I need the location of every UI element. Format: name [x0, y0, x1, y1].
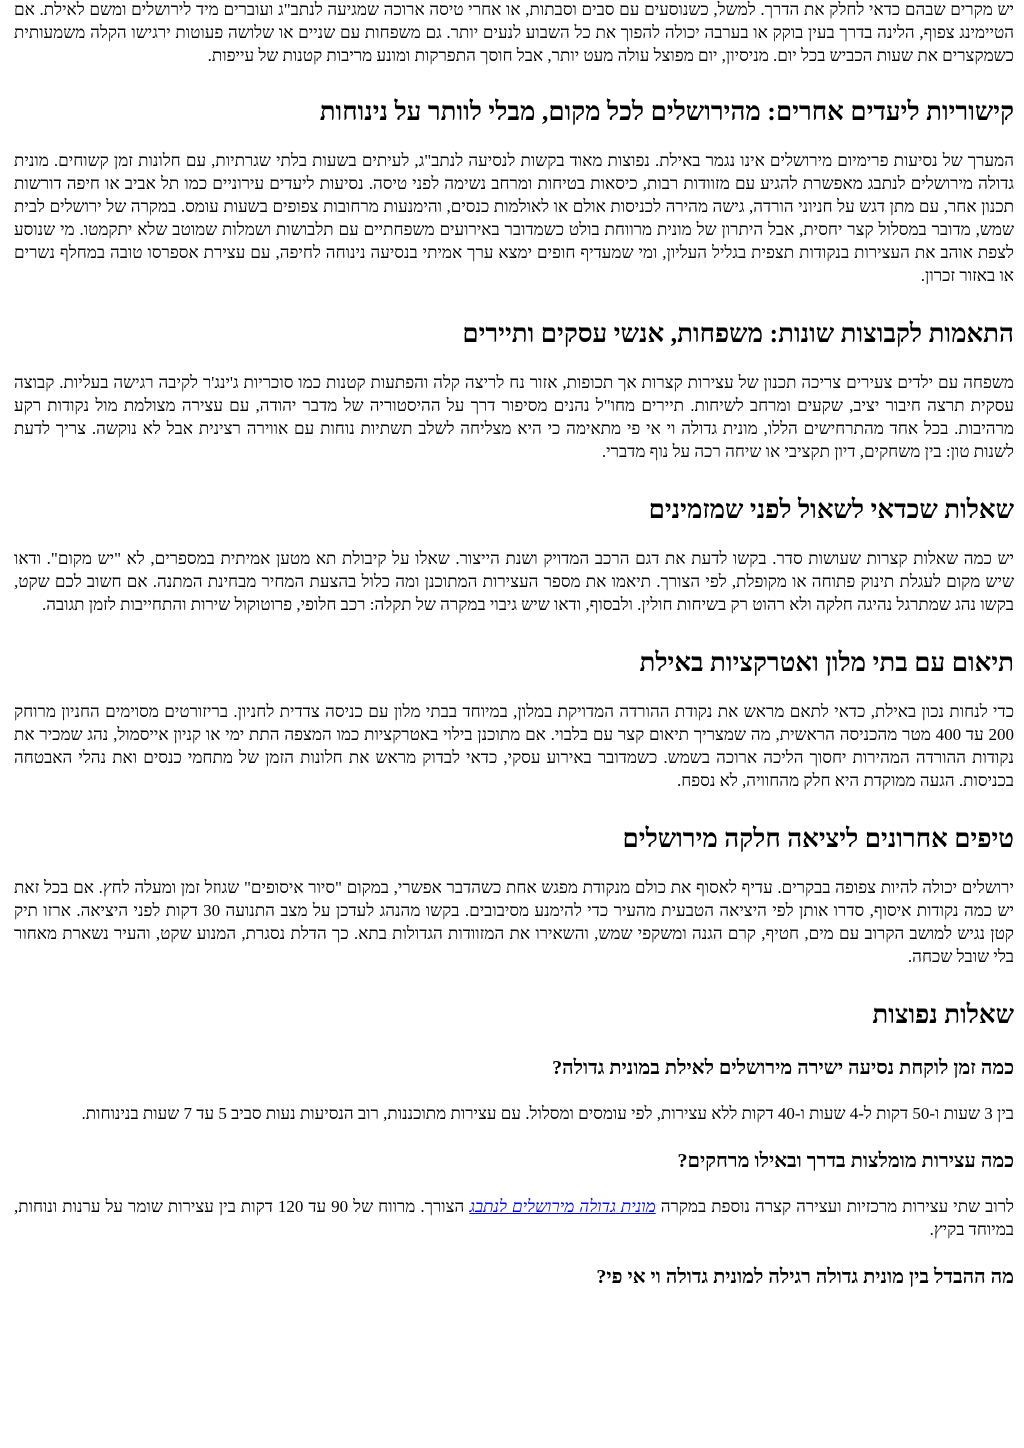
faq-question-1: כמה זמן לוקחת נסיעה ישירה מירושלים לאילת במונית גדולה?: [552, 1057, 1014, 1079]
paragraph-questions-before-booking: יש כמה שאלות קצרות שעושות סדר. בקשו לדעת את דגם הרכב המדויק ושנת הייצור. שאלו על קיבולת תא מטען אמיתית במספרים, לא "יש מקום". ודאו שיש מקום לעגלת תינוק פתוחה או מקופלת, לפי הצורך. תיאמו את מספר העצירות המתוכנן ומה כלול בהצעת המחיר מבחינת המתנה. אם חשוב לכם שקט, בקשו נהג שמתרגל נהיגה חלקה ולא רהוט רק בשיחות חולין. ולבסוף, ודאו שיש גיבוי במקרה של תקלה: רכב חלופי, פרוטוקול שירות והתחייבות לזמן תגובה.: [14, 549, 1014, 614]
faq-answer-2: [14, 1195, 1014, 1241]
faq-question-2: כמה עצירות מומלצות בדרך ובאילו מרחקים?: [677, 1150, 1014, 1172]
taxi-jerusalem-airport-link[interactable]: מונית גדולה מירושלים לנתבג: [469, 1197, 656, 1216]
faq-answer-2-text-before: לרוב שתי עצירות מרכזיות ועצירה קצרה נוספת במקרה: [655, 1197, 1015, 1216]
faq-question-3: מה ההבדל בין מונית גדולה רגילה למונית גדולה וי אי פי?: [596, 1266, 1014, 1288]
heading-connectivity: קישוריות ליעדים אחרים: מהירושלים לכל מקום, מבלי לוותר על נינוחות: [319, 97, 1014, 126]
heading-questions-before-booking: שאלות שכדאי לשאול לפני שמזמינים: [648, 495, 1014, 524]
heading-groups: התאמות לקבוצות שונות: משפחות, אנשי עסקים ותיירים: [462, 319, 1014, 348]
faq-answer-2-text-after: הצורך. מרווח של 90 עד 120 דקות בין עצירות שומר על ערנות ונוחות, במיוחד בקיץ.: [14, 1197, 1014, 1239]
paragraph-hotel-coordination: כדי לנחות נכון באילת, כדאי לתאם מראש את נקודת ההורדה המדויקת במלון, במיוחד בבתי מלון עם כניסה צדדית לחניון. בריזורטים מסוימים החניון מרוחק 200 עד 400 מטר מהכניסה הראשית, מה שמצריך תיאום קצר עם בלבוי. אם מתוכנן בילוי באטרקציות כמו המצפה התת ימי או קניון אייסמול, נהג שמכיר את נקודות ההורדה המהירות יחסוך הליכה ארוכה בשמש. כשמדובר באירוע עסקי, כדאי לבדוק מראש את חלונות הזמן של מתחמי כנסים ואת נהלי האבטחה בכניסות. הגעה ממוקדת היא חלק מהחוויה, לא נספח.: [14, 702, 1015, 790]
heading-hotel-coordination: תיאום עם בתי מלון ואטרקציות באילת: [639, 648, 1014, 677]
paragraph-connectivity: המערך של נסיעות פרימיום מירושלים אינו נגמר באילת. נפוצות מאוד בקשות לנסיעה לנתב"ג, לעיתים בשעות בלתי שגרתיות, עם חלונות זמן קשוחים. מונית גדולה מירושלים לנתבג מאפשרת להגיע עם מזוודות רבות, כיסאות בטיחות ומרחב נשימה לפני טיסה. נסיעות ליעדים עירוניים כמו תל אביב או חיפה דורשות תכנון אחר, עם מתן דגש על חניוני הורדה, גישה מהירה לכניסות אולם או לאולמות כנסים, והימנעות מרחובות צפופים בשעות עומס. במקרה של ירושלים לבית שמש, מדובר במסלול קצר יחסית, אבל היתרון של מונית מרווחת בולט כשמדובר באירועים משפחתיים עם תלבושות ושמלות שמוטב שלא יתקמטו. מי שנוסע לצפת אוהב את העצירות בנקודות תצפית בגליל העליון, ומי שמעדיף חופים ימצא ערך אמיתי בנסיעה נינוחה לחיפה, עם עצירת אספרסו טובה במחלף נשרים או באזור זכרון.: [14, 151, 1014, 285]
faq-answer-1: בין 3 שעות ו-50 דקות ל-4 שעות ו-40 דקות ללא עצירות, לפי עומסים ומסלול. עם עצירות מתוכננות, רוב הנסיעות נעות סביב 5 עד 7 שעות בנינוחות.: [81, 1104, 1014, 1123]
paragraph-final-tips: ירושלים יכולה להיות צפופה בבקרים. עדיף לאסוף את כולם מנקודת מפגש אחת כשהדבר אפשרי, במקום "סיור איסופים" שגוזל זמן ומעלה לחץ. אם בכל זאת יש כמה נקודות איסוף, סדרו אותן לפי היציאה הטבעית מהעיר כדי להימנע מסיבובים. בקשו מהנהג לעדכן על מצב התנועה 30 דקות לפני היציאה. ארזו תיק קטן נגיש למושב הקרוב עם מים, חטיף, קרם הגנה ומשקפי שמש, והשאירו את המזוודות הגדולות בתא. כך הדלת נסגרת, המנוע שקט, והעיר נשארת מאחור בלי שובל שכחה.: [14, 878, 1014, 966]
heading-final-tips: טיפים אחרונים ליציאה חלקה מירושלים: [622, 824, 1014, 853]
intro-paragraph: יש מקרים שבהם כדאי לחלק את הדרך. למשל, כשנוסעים עם סבים וסבתות, או אחרי טיסה ארוכה שמגיעה לנתב"ג ועוברים מיד לירושלים ומשם לאילת. אם הטיימינג צפוף, הלינה בדרך בעין בוקק או בערבה יכולה להפוך את כל השבוע לנעים יותר. גם משפחות עם שניים או שלושה פעוטות ירגישו הקלה משמעותית כשמקצרים את שעות הכביש בכל יום. מניסיון, יום מפוצל עולה מעט יותר, אבל חוסך התפרקות ומונע מריבות קטנות של עייפות.: [14, 0, 1014, 65]
paragraph-groups: משפחה עם ילדים צעירים צריכה תכנון של עצירות קצרות אך תכופות, אזור נח לריצה קלה והפתעות קטנות כמו סוכריות ג'ינג'ר לקיבה רגישה בעליות. קבוצה עסקית תרצה חיבור יציב, שקעים ומרחב לשיחות. תיירים מחו"ל נהנים מסיפור דרך על ההיסטוריה של מדבר יהודה, עם עצירה מצולמת מול נקודות רקע מרהיבות. בכל אחד מהתרחישים הללו, מונית גדולה וי אי פי מתאימה כי היא מצליחה לשלב תשתיות נוחות עם אווירה רצינית אבל לא נוקשה. צריך לדעת לשנות טון: בין משחקים, דיון תקציבי או שיחה רכה על נוף מדברי.: [14, 373, 1014, 461]
heading-faq: שאלות נפוצות: [872, 1000, 1014, 1029]
